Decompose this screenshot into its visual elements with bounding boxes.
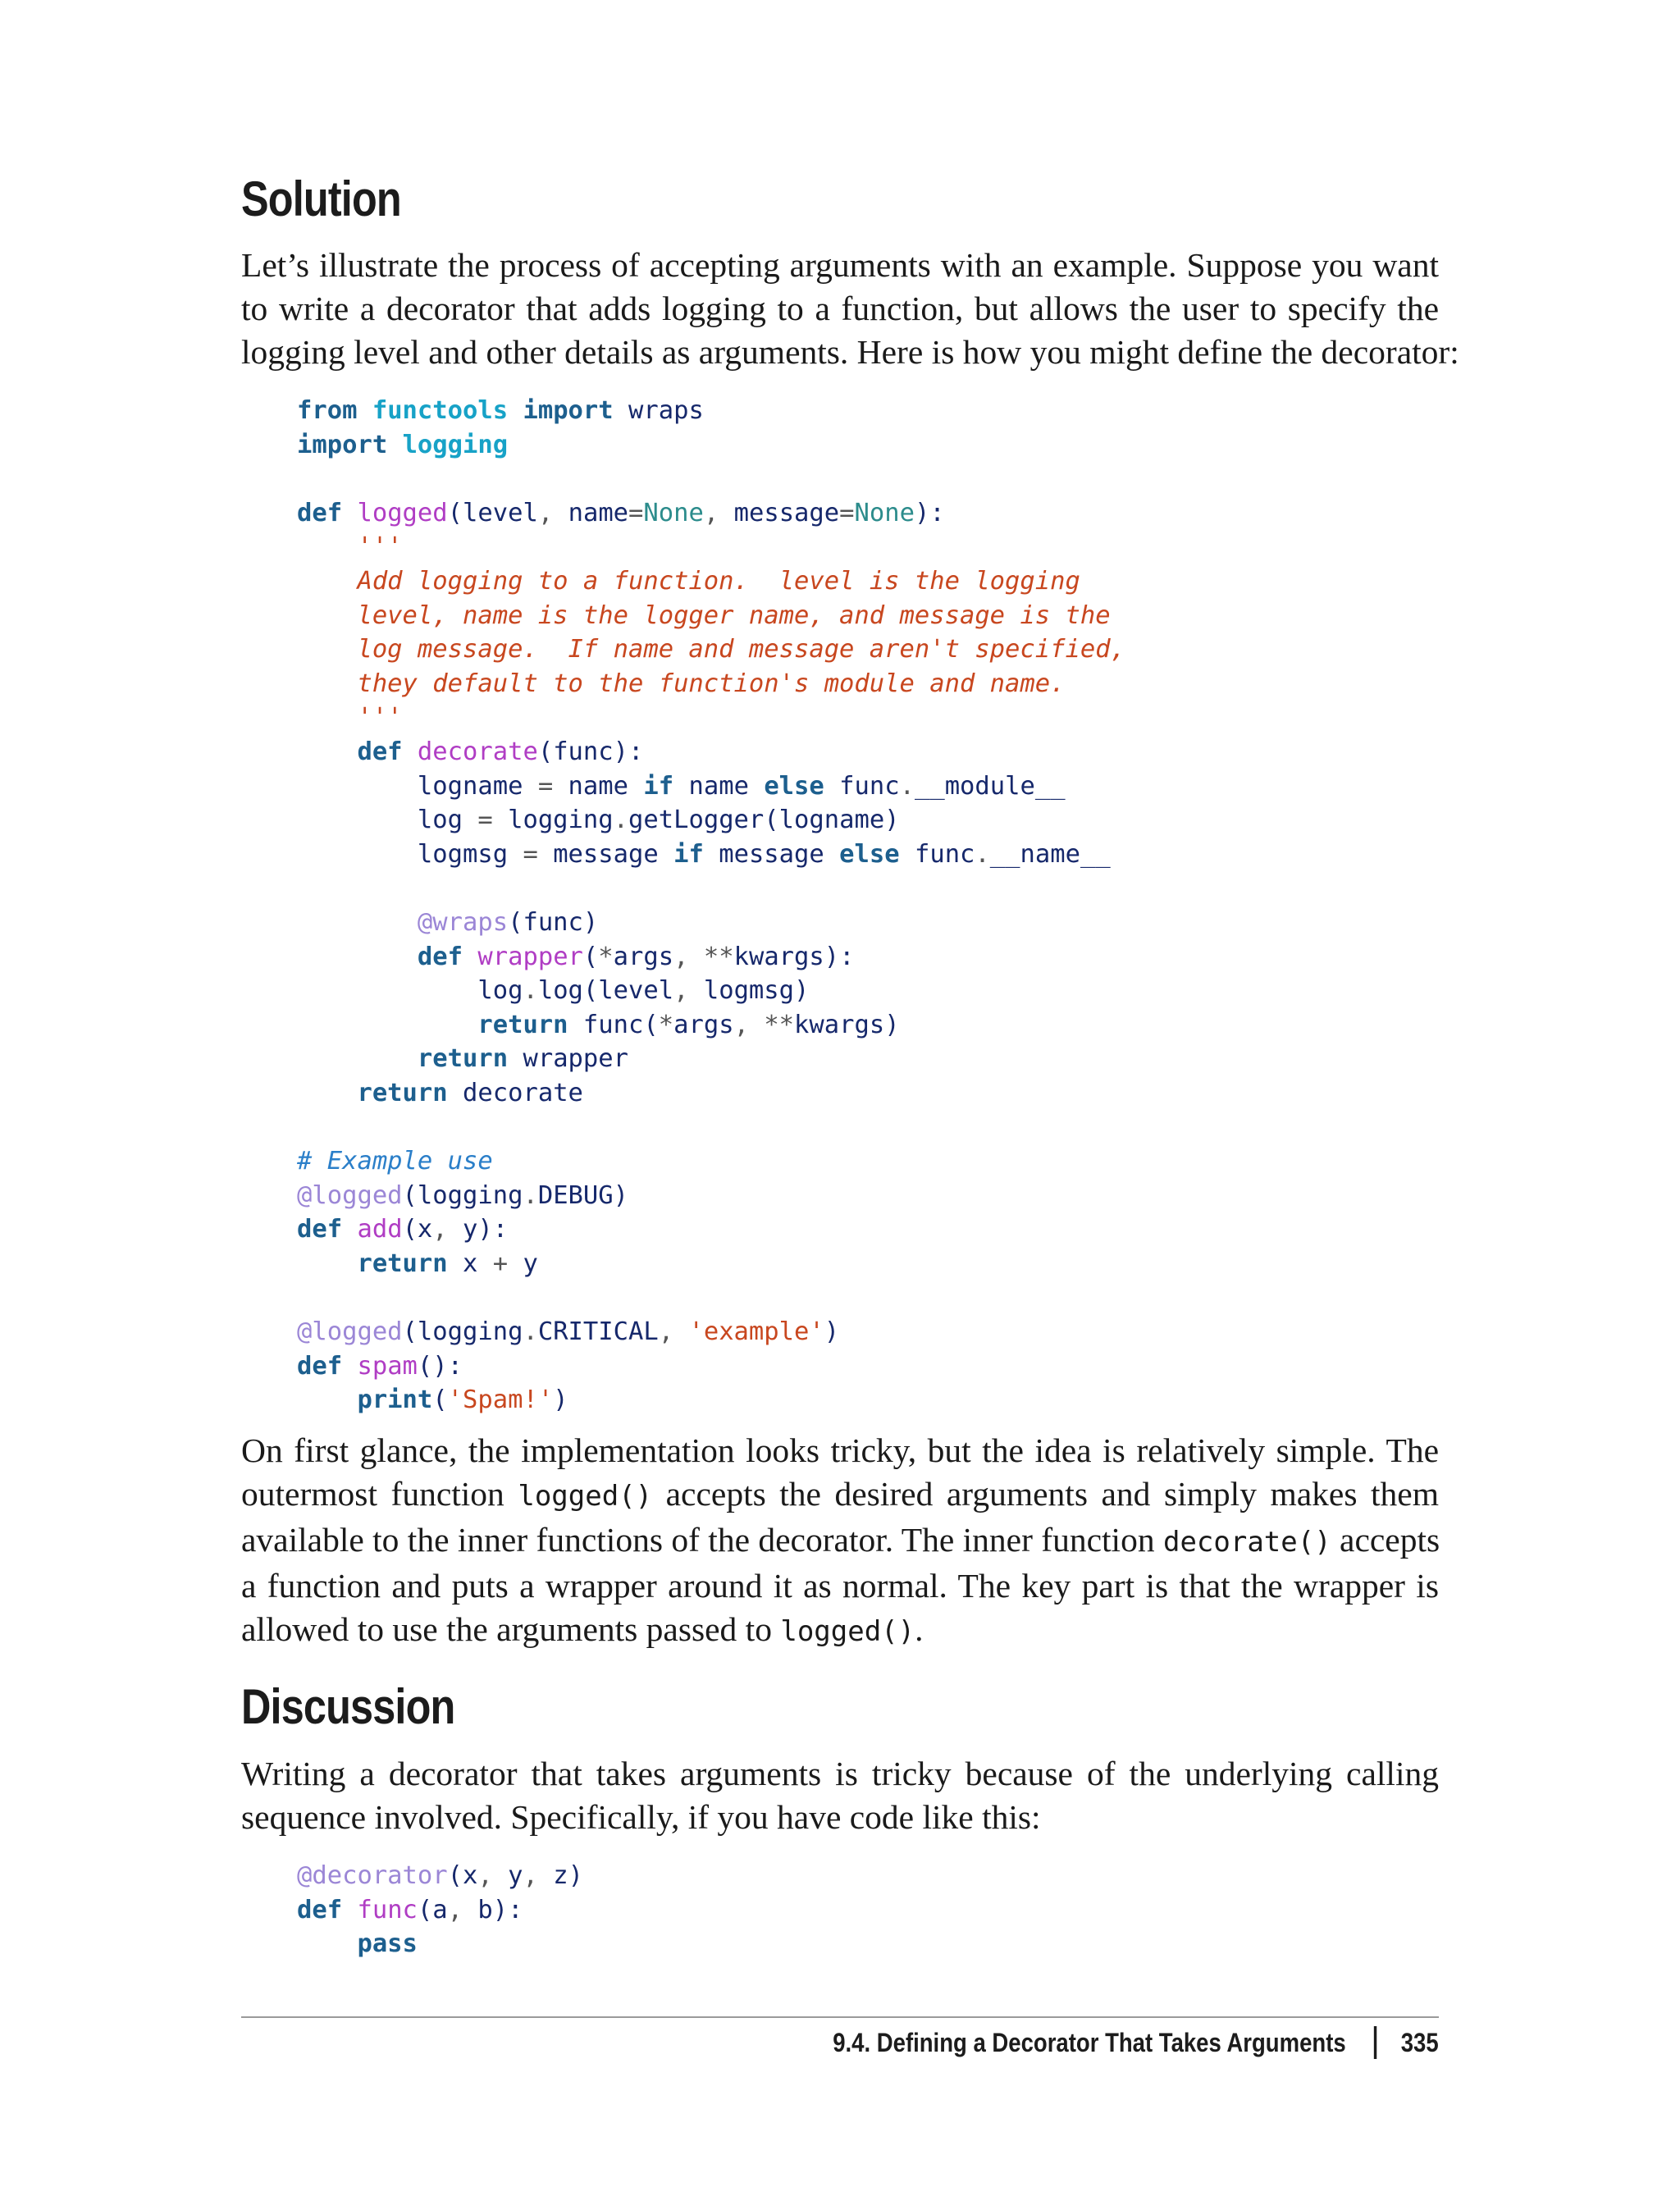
paragraph-line: logging level and other details as arguments. Here is how you might define the decorator: [241,333,1459,371]
code-token: return [357,1078,448,1107]
code-line [297,567,1080,596]
code-token [297,1386,357,1414]
paragraph-line: to write a decorator that adds logging to a function, but allows the user to specify the [241,290,1439,327]
code-line [297,1929,418,1958]
code-token [704,840,719,869]
code-token: func [914,839,975,869]
code-token: def [297,1895,343,1924]
code-token: they default to the function's module and name. [357,669,1066,698]
text-run: available to the inner functions of the decorator. The inner function [241,1521,1163,1559]
inline-code: logged() [780,1615,915,1648]
code-token: , [477,1861,509,1890]
inline-code: decorate() [1162,1526,1331,1559]
text-run: . [915,1610,924,1648]
code-token: , [447,1895,478,1924]
code-line [297,1249,538,1278]
code-token: 'Spam!' [447,1386,554,1415]
code-token: ( [582,942,599,971]
code-token: (logging [402,1317,523,1347]
code-token: (logging [402,1180,523,1210]
code-line [297,1215,508,1244]
code-token: ( [643,1010,659,1039]
code-token: @logged [297,1180,403,1210]
code-token: @wraps [417,907,509,937]
code-token: name [568,498,629,527]
code-token: , [523,1861,554,1890]
code-token: __name__ [989,839,1111,869]
code-token [297,908,418,937]
code-token [297,703,357,732]
code-token: wrapper [523,1044,629,1074]
code-token: 'example' [688,1317,824,1347]
code-token: , [673,976,704,1006]
code-token: add [357,1215,403,1244]
code-line [297,1352,463,1381]
code-token: None [643,498,704,527]
code-line [297,669,1066,698]
text-run: a function and puts a wrapper around it as normal. The key part is that the wrapper is [241,1567,1439,1605]
code-token: # Example use [297,1147,493,1176]
code-token [297,1011,477,1039]
code-token: DEBUG) [537,1180,629,1210]
code-token: func [357,1895,418,1924]
code-token [749,772,764,801]
code-token [508,1044,523,1073]
code-token: message [719,839,824,869]
code-line [297,601,1111,630]
code-token [568,1011,583,1039]
code-token [342,499,357,527]
code-token [448,1079,463,1107]
code-token: , [673,942,704,971]
code-token: logging [508,806,614,835]
code-token: logged [357,498,448,527]
code-token: message [553,839,659,869]
code-line [297,1044,628,1073]
code-line [297,943,855,971]
code-token: ): [824,942,855,971]
code-token [342,1352,357,1381]
code-token: __module__ [914,771,1066,801]
code-line [297,396,704,425]
code-token [297,1249,357,1278]
page-number: 335 [1401,2027,1439,2057]
code-line [297,703,403,732]
code-token: return [477,1010,568,1039]
text-run: accepts [1331,1521,1440,1559]
code-line [297,1079,583,1107]
code-token: func [839,771,900,801]
code-token: (x [402,1215,433,1244]
paragraph-line: Let’s illustrate the process of accepting arguments with an example. Suppose you want [241,246,1439,284]
code-token [403,737,418,766]
code-token: wrapper [477,942,583,971]
code-line [297,1317,839,1346]
code-token: print [357,1386,433,1415]
code-token: None [854,498,915,527]
explanation-paragraph [241,1429,1439,1654]
code-token: func [582,1010,644,1039]
discussion-paragraph [241,1752,1439,1839]
text-run: accepts the desired arguments and simply makes them [652,1475,1439,1513]
code-token: import [297,430,388,459]
code-token: def [297,1351,343,1381]
code-line [297,431,508,459]
solution-paragraph [241,244,1459,374]
code-token: , [432,1215,463,1244]
code-token: (): [417,1351,463,1381]
code-token: , [733,1010,765,1039]
code-token: * [658,1010,674,1039]
code-token: logmsg [417,839,509,869]
code-line [297,772,1066,801]
code-line [297,635,1125,664]
code-token: wraps [628,396,704,425]
paragraph-line [241,1472,1439,1518]
code-token [673,772,688,801]
code-token [297,601,357,630]
code-token: log [537,976,583,1006]
code-token: ''' [357,532,403,562]
code-token: (logname) [764,806,900,835]
code-token: if [643,771,674,801]
code-token: message [733,498,840,527]
footer-separator [1374,2026,1376,2059]
code-token: ) [824,1317,840,1347]
code-token [448,1249,463,1278]
code-token: log message. If name and message aren't specified, [357,635,1125,664]
code-token: (func) [508,907,599,937]
code-token: @decorator [297,1861,448,1890]
code-token: (level [582,976,674,1006]
solution-heading: Solution [241,171,401,226]
code-token: + [477,1249,523,1278]
code-token: = [463,806,509,835]
code-token: = [628,498,644,527]
text-run: outermost function [241,1475,518,1513]
code-token: decorate [417,737,538,766]
paragraph-line [241,1564,1439,1608]
code-token: . [613,806,629,835]
code-token [297,1079,357,1107]
code-token: return [417,1044,509,1074]
code-token [297,976,477,1005]
code-token: z) [553,1861,583,1890]
code-line [297,1011,900,1039]
code-line [297,1386,568,1414]
code-line [297,1181,628,1210]
code-token [297,806,418,834]
code-token: else [764,771,824,801]
code-token [614,396,628,425]
code-token: def [357,737,403,766]
code-token: ) [553,1386,568,1415]
footer-rule [241,2016,1439,2018]
code-token: ** [764,1010,795,1039]
code-token: pass [357,1929,418,1959]
code-token: ( [432,1386,448,1415]
code-token [342,1215,357,1244]
code-token: , [658,1317,689,1347]
code-token: if [673,839,704,869]
footer-section-title: 9.4. Defining a Decorator That Takes Arguments [833,2027,1347,2057]
code-token: Add logging to a function. level is the logging [357,566,1080,596]
code-line [297,806,900,834]
code-block-decorator-example [297,1859,583,1961]
code-token: ''' [357,703,403,733]
code-token: args [613,942,674,971]
code-token [297,943,418,971]
code-token: (x [447,1861,478,1890]
code-token [297,669,357,698]
discussion-heading: Discussion [241,1679,455,1734]
code-token: , [537,498,568,527]
code-line [297,976,809,1005]
code-token: CRITICAL [537,1317,659,1347]
code-token: def [297,1215,343,1244]
code-token: ( [447,498,463,527]
code-token [387,431,402,459]
code-token: else [839,839,900,869]
code-token: spam [357,1351,418,1381]
text-run: allowed to use the arguments passed to [241,1610,781,1648]
code-token [297,1929,357,1958]
code-token: level [463,498,538,527]
code-token [659,840,673,869]
code-token [297,840,418,869]
code-token: (a [417,1895,448,1924]
code-token: = [839,498,855,527]
code-token: . [523,1317,538,1347]
code-line [297,499,945,527]
code-token: @logged [297,1317,403,1347]
paragraph-line: Writing a decorator that takes arguments is tricky because of the underlying calling [241,1755,1439,1792]
code-line [297,908,598,937]
code-token [297,567,357,596]
code-token: ** [703,942,734,971]
code-token [508,396,523,425]
code-token: kwargs [733,942,824,971]
code-token [357,396,372,425]
code-token: b): [477,1895,523,1924]
code-token: name [568,771,628,801]
code-token: log [477,976,523,1006]
code-line [297,1861,583,1890]
code-token: ): [914,498,945,527]
code-line [297,1147,493,1176]
code-token: . [899,771,915,801]
paragraph-line [241,1608,1439,1654]
code-token [297,772,418,801]
inline-code: logged() [518,1480,653,1513]
code-token: . [523,1180,538,1210]
code-token [463,943,477,971]
code-token: y [508,1861,523,1890]
code-token: y): [463,1215,509,1244]
code-token: . [975,839,990,869]
code-line [297,532,403,561]
code-line [297,1896,523,1924]
paragraph-line [241,1518,1439,1564]
code-token: args [673,1010,734,1039]
code-token: y [523,1249,538,1278]
code-token: (func): [537,737,644,766]
code-line [297,737,643,766]
code-token: logmsg) [703,976,810,1006]
code-token: = [523,771,568,801]
code-token: getLogger [628,806,765,835]
code-token: * [598,942,614,971]
paragraph-line: sequence involved. Specifically, if you have code like this: [241,1798,1041,1836]
code-token: from [297,396,358,425]
code-token: name [688,771,749,801]
code-token: return [357,1249,448,1278]
code-token: , [703,498,734,527]
text-run: On first glance, the implementation looks tricky, but the idea is relatively simple. The [241,1431,1439,1469]
code-token: logging [402,430,509,459]
code-token: log [417,806,463,835]
code-token: functools [372,396,509,425]
code-token [297,1044,418,1073]
code-token: logname [417,771,523,801]
code-token: level, name is the logger name, and message is the [357,600,1111,630]
code-token [824,840,839,869]
code-token: decorate [463,1078,583,1107]
page-footer [833,2026,1439,2059]
code-line [297,840,1111,869]
code-token [297,532,357,561]
code-token: kwargs) [794,1010,900,1039]
code-token: def [417,942,463,971]
paragraph-line [241,1429,1439,1472]
code-token: import [523,396,614,425]
code-token [297,635,357,664]
code-token [900,840,915,869]
code-token [628,772,643,801]
code-token [342,1896,357,1924]
code-token: = [508,839,554,869]
code-token: def [297,498,343,527]
code-token [297,737,357,766]
code-token [824,772,839,801]
code-token: . [523,976,538,1006]
code-block-logged-decorator [297,394,1125,1418]
code-token: x [463,1249,478,1278]
